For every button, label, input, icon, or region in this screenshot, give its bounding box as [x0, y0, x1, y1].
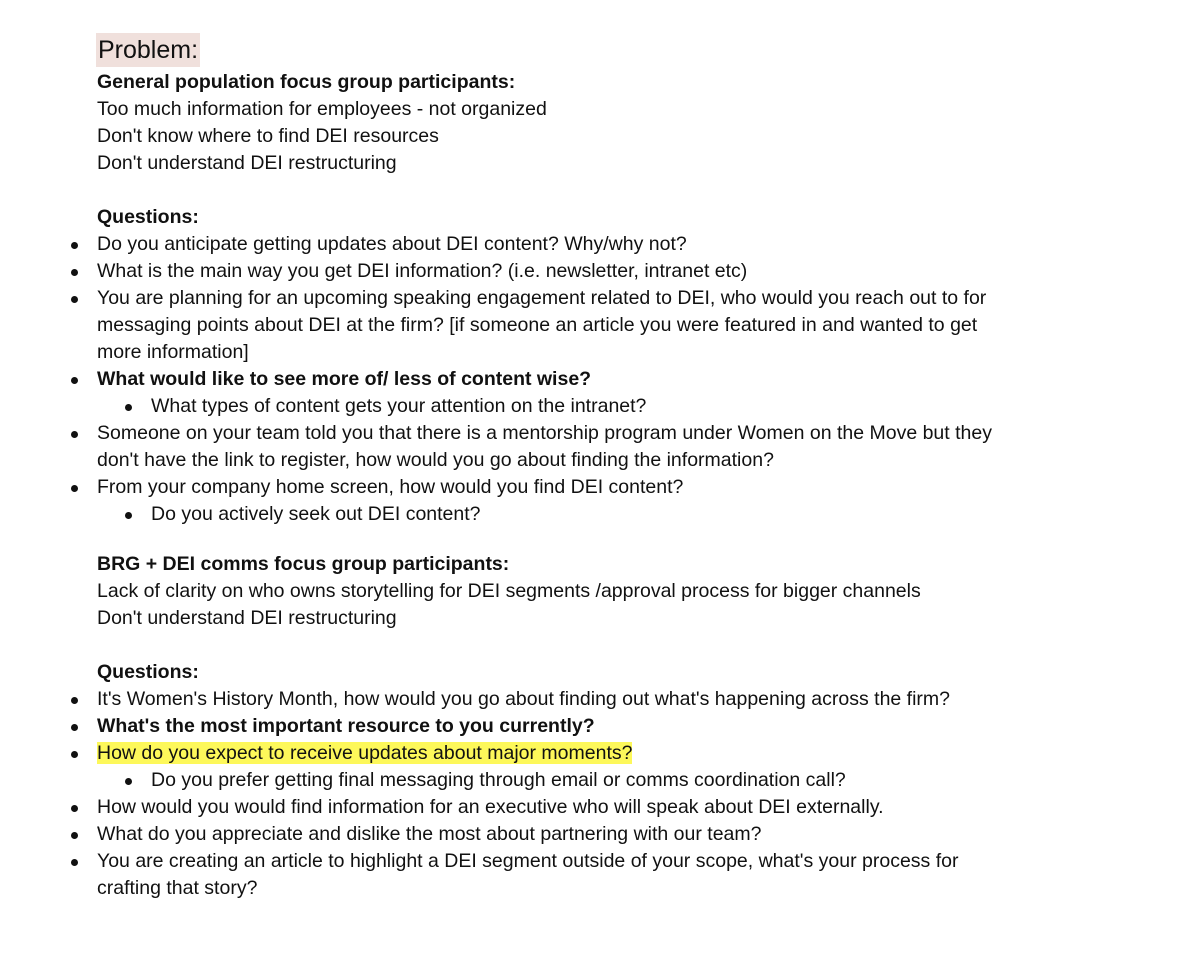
general-question-3: You are planning for an upcoming speaking engagement related to DEI, who would you reach out to for messaging points about DEI at the firm? [if someone an article you were featured in and wanted to get more information] [0, 285, 1027, 366]
general-problem-3: Don't understand DEI restructuring [97, 152, 397, 174]
brg-problem-1: Lack of clarity on who owns storytelling for DEI segments /approval process for bigger channels [97, 580, 921, 602]
general-population-section [0, 69, 1192, 528]
brg-question-2: What's the most important resource to you currently? [0, 713, 1192, 740]
general-questions-list [0, 231, 1192, 528]
brg-problem-2: Don't understand DEI restructuring [97, 607, 397, 629]
brg-question-5: What do you appreciate and dislike the most about partnering with our team? [0, 821, 1192, 848]
general-subquestion-6a: Do you actively seek out DEI content? [0, 501, 1192, 528]
brg-questions-list [0, 686, 1192, 902]
general-question-4: What would like to see more of/ less of content wise? [0, 366, 1192, 393]
general-subquestion-4a: What types of content gets your attention on the intranet? [0, 393, 1192, 420]
brg-question-3 [0, 740, 1192, 767]
general-problem-2: Don't know where to find DEI resources [97, 125, 439, 147]
brg-section-title: BRG + DEI comms focus group participants: [97, 553, 510, 575]
brg-questions-label: Questions: [97, 661, 199, 683]
highlighted-text: How do you expect to receive updates about major moments? [97, 742, 633, 764]
general-question-1: Do you anticipate getting updates about DEI content? Why/why not? [0, 231, 1192, 258]
brg-question-6: You are creating an article to highlight a DEI segment outside of your scope, what's your process for crafting that story? [0, 848, 1027, 902]
general-question-6: From your company home screen, how would you find DEI content? [0, 474, 1192, 501]
general-problem-1: Too much information for employees - not organized [97, 98, 547, 120]
brg-subquestion-3a: Do you prefer getting final messaging through email or comms coordination call? [0, 767, 1192, 794]
general-section-title: General population focus group participants: [97, 71, 516, 93]
problem-heading: Problem: [96, 33, 200, 67]
brg-comms-section [0, 551, 1192, 902]
general-question-5: Someone on your team told you that there is a mentorship program under Women on the Move but they don't have the link to register, how would you go about finding the information? [0, 420, 1027, 474]
brg-question-4: How would you would find information for an executive who will speak about DEI externally. [0, 794, 1192, 821]
brg-question-1: It's Women's History Month, how would you go about finding out what's happening across the firm? [0, 686, 1192, 713]
general-questions-label: Questions: [97, 206, 199, 228]
general-question-2: What is the main way you get DEI information? (i.e. newsletter, intranet etc) [0, 258, 1192, 285]
